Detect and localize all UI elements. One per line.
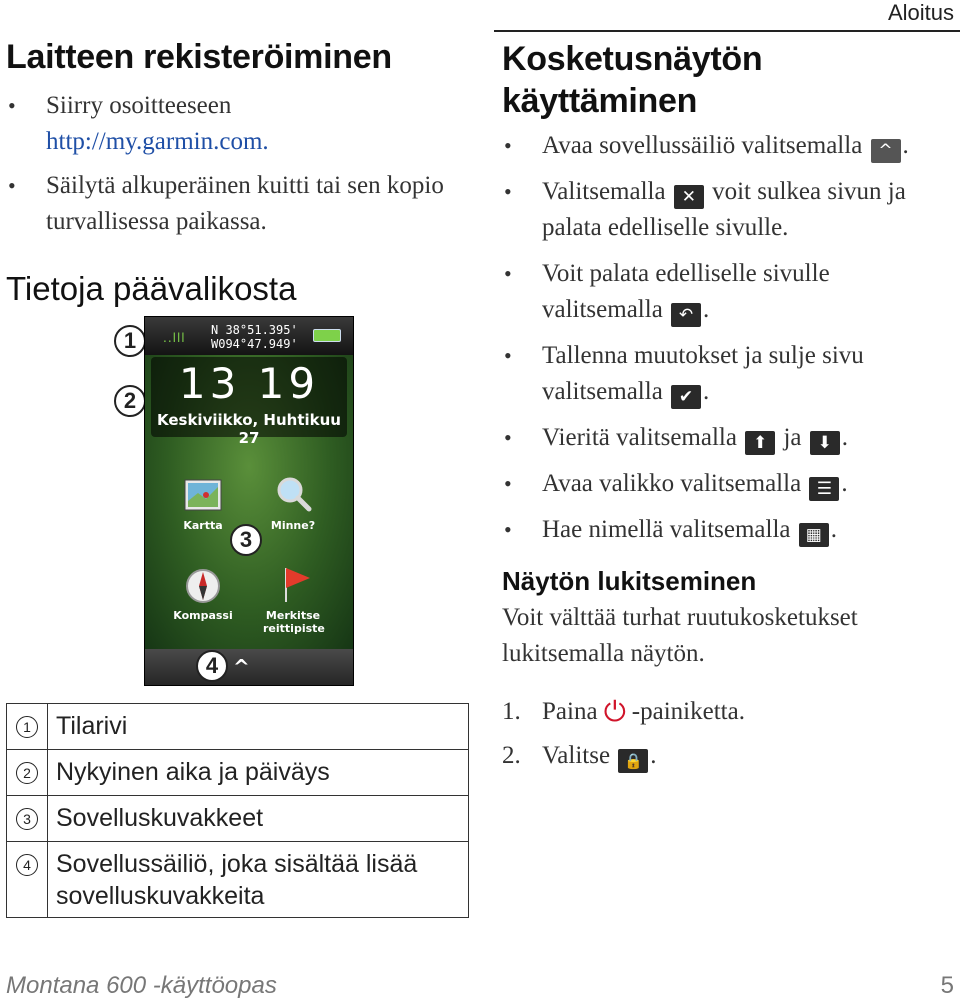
device-screenshot xyxy=(144,316,354,686)
signal-icon: ..lll xyxy=(163,331,186,345)
status-bar xyxy=(145,317,353,355)
app-where-to[interactable] xyxy=(253,471,333,532)
table-row xyxy=(7,750,469,796)
map-icon xyxy=(182,477,224,515)
current-time: 13 19 xyxy=(178,359,320,408)
battery-icon xyxy=(313,329,341,342)
heading-lock-screen: Näytön lukitseminen xyxy=(502,566,757,596)
lock-paragraph: Voit välttää turhat ruutukosketukset lukitsemalla näytön. xyxy=(502,604,858,667)
step-text: . xyxy=(650,742,657,769)
coord-north: N 38°51.395' xyxy=(211,323,298,337)
close-icon[interactable]: ✕ xyxy=(674,185,704,209)
list-item xyxy=(8,168,448,240)
bullet-text: . xyxy=(841,470,848,497)
footer-manual-title: Montana 600 -käyttöopas xyxy=(6,972,277,999)
heading-registration: Laitteen rekisteröiminen xyxy=(6,38,392,76)
back-icon[interactable]: ↶ xyxy=(671,303,701,327)
app-mark-waypoint[interactable] xyxy=(253,561,333,635)
list-item xyxy=(504,420,952,456)
callout-3: 3 xyxy=(230,524,262,556)
app-label: Kartta xyxy=(183,519,223,532)
list-item xyxy=(502,734,942,778)
step-text: Paina xyxy=(542,698,598,725)
list-item xyxy=(504,338,952,410)
coord-west: W094°47.949' xyxy=(211,337,298,351)
table-row xyxy=(7,704,469,750)
bullet-text: . xyxy=(703,378,710,405)
legend-number: 4 xyxy=(16,854,38,876)
app-compass[interactable] xyxy=(163,567,243,622)
bullet-text: Valitsemalla xyxy=(542,178,666,205)
lock-icon[interactable]: 🔒 xyxy=(618,749,648,773)
step-text: -painiketta. xyxy=(631,698,745,725)
bullet-text: Säilytä alkuperäinen kuitti tai sen kopio turvallisessa paikassa. xyxy=(46,172,444,235)
touchscreen-list xyxy=(504,128,952,548)
legend-text: Sovelluskuvakkeet xyxy=(56,804,264,832)
bullet-text: Avaa valikko valitsemalla xyxy=(542,470,802,497)
callout-4: 4 xyxy=(196,650,228,682)
list-item xyxy=(504,174,952,246)
arrow-up-icon[interactable]: ⬆ xyxy=(745,431,775,455)
step-text: Valitse xyxy=(542,742,611,769)
chevron-up-icon: ^ xyxy=(233,655,250,679)
time-date-panel xyxy=(151,357,347,447)
current-date: Keskiviikko, Huhtikuu 27 xyxy=(157,411,341,447)
lock-steps xyxy=(502,690,942,778)
app-map[interactable] xyxy=(163,477,243,532)
chevron-up-icon[interactable]: ^ xyxy=(871,139,901,163)
list-item xyxy=(504,128,952,164)
bullet-text: Voit palata edelliselle sivulle valitsemalla xyxy=(542,260,830,323)
table-row xyxy=(7,842,469,918)
menu-icon[interactable]: ☰ xyxy=(809,477,839,501)
bullet-text: Tallenna muutokset ja sulje sivu valitsemalla xyxy=(542,342,864,405)
bullet-text: Vieritä valitsemalla xyxy=(542,424,737,451)
app-drawer[interactable] xyxy=(145,649,353,685)
bullet-text: . xyxy=(830,516,838,543)
heading-main-menu: Tietoja päävalikosta xyxy=(6,270,297,307)
legend-text: Sovellussäiliö, joka sisältää lisää sovelluskuvakkeita xyxy=(56,850,418,910)
coordinates xyxy=(211,323,298,351)
legend-number: 3 xyxy=(16,808,38,830)
bullet-text: Hae nimellä valitsemalla xyxy=(542,516,791,543)
section-title: Aloitus xyxy=(887,0,954,25)
callout-1: 1 xyxy=(114,325,146,357)
callout-2: 2 xyxy=(114,385,146,417)
checkmark-icon[interactable]: ✔ xyxy=(671,385,701,409)
bullet-text: ja xyxy=(783,424,802,451)
flag-icon xyxy=(272,561,314,605)
bullet-text: Avaa sovellussäiliö valitsemalla xyxy=(542,132,863,159)
search-by-name-icon[interactable]: ▦ xyxy=(799,523,829,547)
legend-number: 2 xyxy=(16,762,38,784)
app-label: Merkitse reittipiste xyxy=(263,609,325,635)
app-label: Minne? xyxy=(270,519,316,532)
step-number: 2. xyxy=(502,742,521,769)
app-label: Kompassi xyxy=(173,609,233,622)
list-item xyxy=(502,690,942,734)
device-screen xyxy=(145,317,353,649)
garmin-link[interactable]: http://my.garmin.com. xyxy=(46,128,269,155)
power-icon[interactable]: ⏻ xyxy=(603,695,626,728)
bullet-text: . xyxy=(902,132,909,159)
legend-text: Tilarivi xyxy=(56,712,128,740)
list-item xyxy=(504,512,952,548)
list-item xyxy=(504,256,952,328)
bullet-text: . xyxy=(841,424,848,451)
legend-number: 1 xyxy=(16,716,38,738)
table-row xyxy=(7,796,469,842)
arrow-down-icon[interactable]: ⬇ xyxy=(810,431,840,455)
compass-icon xyxy=(182,567,224,605)
list-item xyxy=(8,88,448,160)
step-number: 1. xyxy=(502,698,521,725)
magnifier-icon xyxy=(272,471,314,515)
registration-list xyxy=(8,88,448,240)
bullet-text: Siirry osoitteeseen xyxy=(46,92,232,119)
legend-table xyxy=(6,703,469,918)
heading-touchscreen: Kosketusnäytön käyttäminen xyxy=(502,40,763,120)
list-item xyxy=(504,466,952,502)
page-number: 5 xyxy=(940,972,954,999)
bullet-text: . xyxy=(703,296,710,323)
bullet-text: voit sulkea sivun ja palata edelliselle sivulle. xyxy=(542,178,906,241)
header-rule xyxy=(494,30,960,32)
legend-text: Nykyinen aika ja päiväys xyxy=(56,758,330,786)
